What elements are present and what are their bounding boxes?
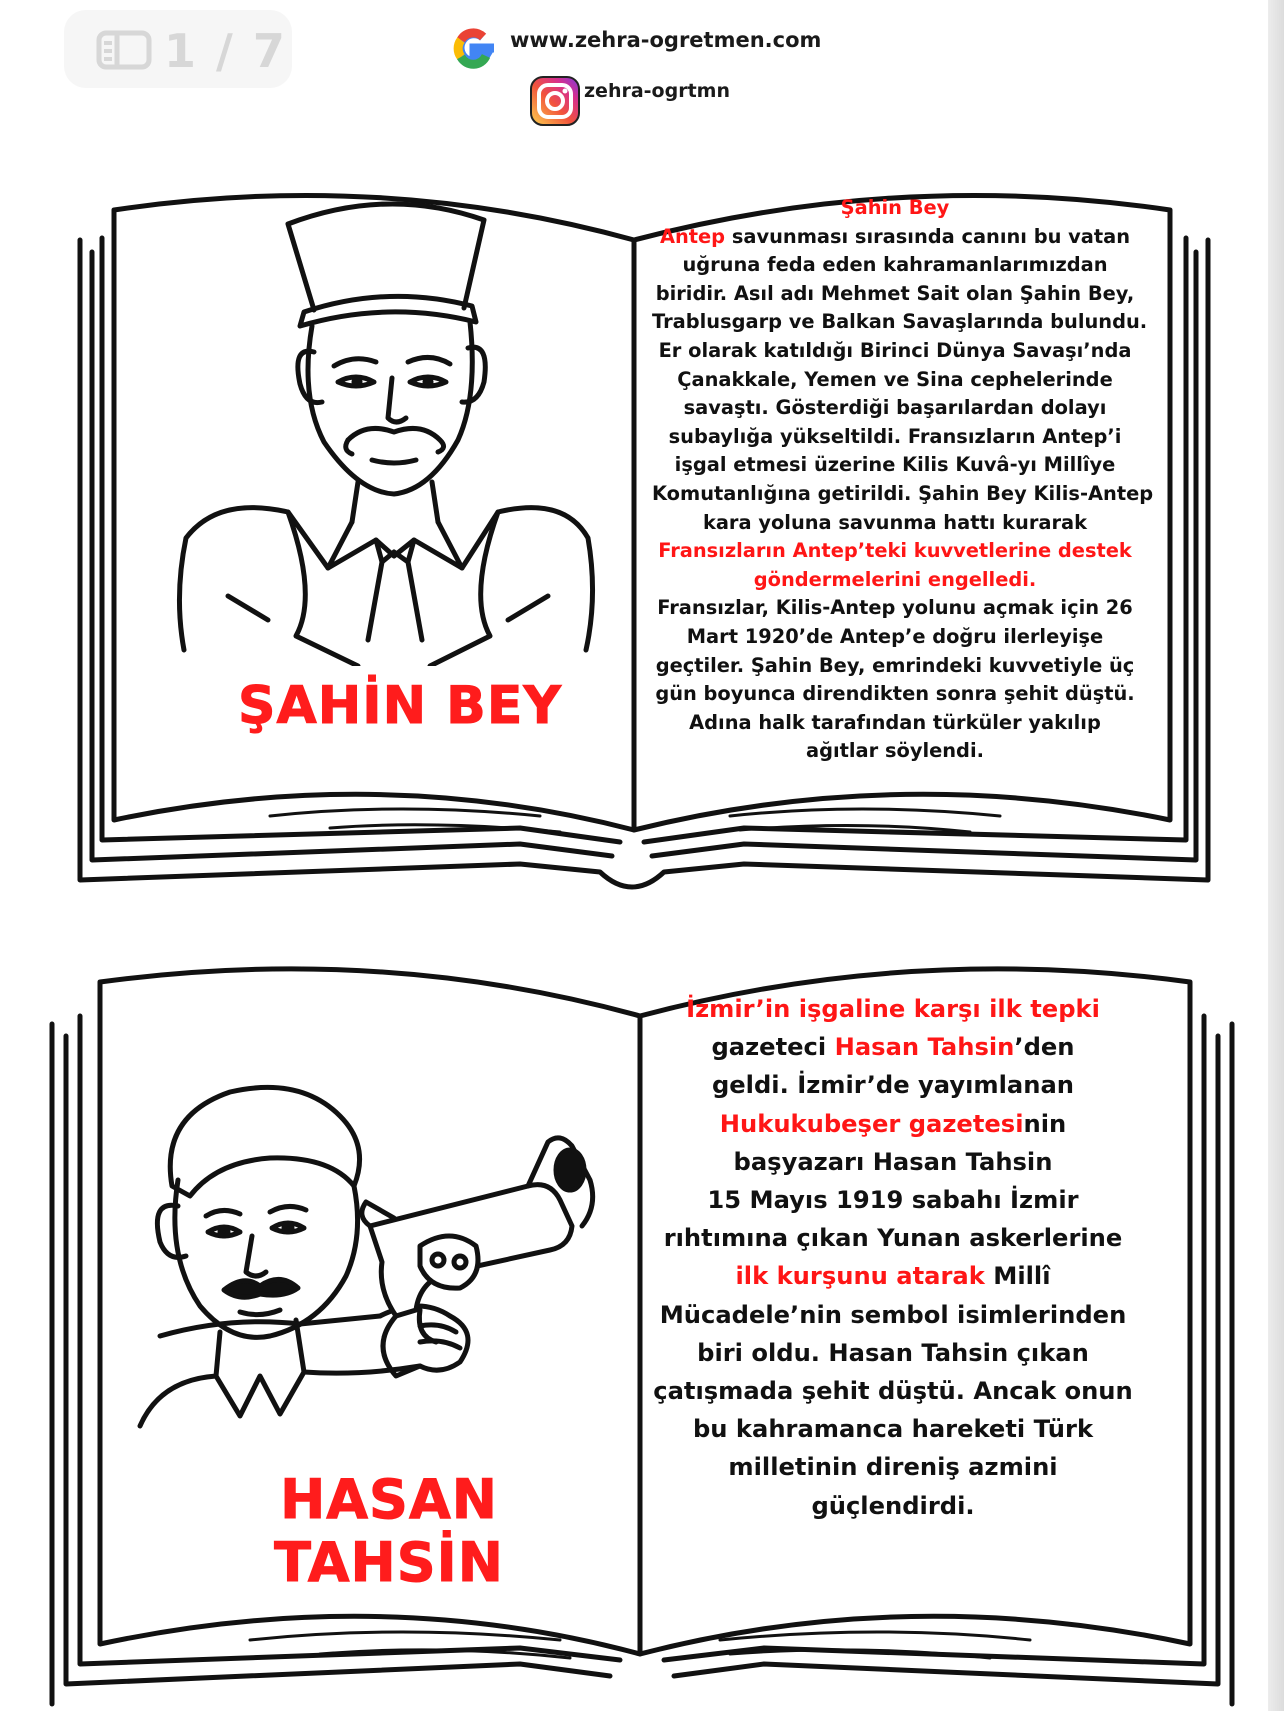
text-line: çatışmada şehit düştü. Ancak onun [653,1377,1133,1406]
page-view-icon [96,30,152,70]
text-line: uğruna feda eden kahramanlarımızdan [682,253,1108,277]
text-line: savunması sırasında canını bu vatan [725,224,1131,248]
text-line: biridir. Asıl adı Mehmet Sait olan Şahin Bey, [655,281,1135,305]
text-line: ağıtlar söylendi. [806,739,984,763]
hasan-tahsin-text [648,990,1138,1525]
highlight-line: göndermelerini engelledi. [753,567,1037,591]
page-indicator[interactable] [64,10,292,88]
text-line: bu kahramanca hareketi Türk [692,1415,1094,1444]
text-line: geldi. İzmir’de yayımlanan [711,1071,1075,1100]
highlight-line: Fransızların Antep’teki kuvvetlerine destek [658,539,1132,563]
hero-name-hasan-tahsin: HASAN TAHSİN [274,1468,504,1594]
text-line: savaştı. Gösterdiği başarılardan dolayı [683,396,1107,420]
text-line: geçtiler. Şahin Bey, emrindeki kuvvetiyle üç [655,653,1135,677]
text-fragment: Millî [984,1262,1051,1291]
text-line: biri oldu. Hasan Tahsin çıkan [697,1338,1089,1367]
highlight-antep: Antep [659,224,726,248]
sahin-bey-portrait [168,196,608,666]
text-line: Çanakkale, Yemen ve Sina cephelerinde [677,367,1113,391]
text-line: Fransızlar, Kilis-Antep yolunu açmak için 26 [657,596,1133,620]
text-line: gün boyunca direndikten sonra şehit düştü. [655,682,1135,706]
text-line: başyazarı Hasan Tahsin [733,1147,1053,1176]
text-fragment: ’den [1014,1033,1075,1062]
text-line: kara yoluna savunma hattı kurarak [702,510,1088,534]
website-link[interactable]: www.zehra-ogretmen.com [510,28,822,52]
text-line: rıhtımına çıkan Yunan askerlerine [663,1224,1123,1253]
instagram-icon [528,74,582,128]
highlight-first-bullet: ilk kurşunu atarak [735,1262,985,1291]
page-counter: 1 / 7 [164,24,287,78]
hero-name-sahin-bey: ŞAHİN BEY [238,676,562,736]
text-line: Mücadele’nin sembol isimlerinden [659,1300,1127,1329]
text-line: Adına halk tarafından türküler yakılıp [689,710,1101,734]
sahin-bey-text [652,194,1154,766]
text-fragment: gazeteci [711,1033,835,1062]
text-line: güçlendirdi. [811,1491,975,1520]
text-line: Komutanlığına getirildi. Şahin Bey Kilis-Antep [652,481,1154,505]
text-line: Er olarak katıldığı Birinci Dünya Savaşı’nda [658,338,1132,362]
text-line: Trablusgarp ve Balkan Savaşlarında bulundu. [652,310,1148,334]
text-line: işgal etmesi üzerine Kilis Kuvâ-yı Millîye [674,453,1116,477]
highlight-line: İzmir’in işgaline karşı ilk tepki [686,995,1100,1023]
text-line: Mart 1920’de Antep’e doğru ilerleyişe [686,624,1104,648]
highlight-hasan-tahsin: Hasan Tahsin [834,1033,1015,1062]
hasan-tahsin-portrait [120,1076,640,1436]
highlight-newspaper: Hukukubeşer gazetesi [719,1109,1024,1138]
instagram-handle[interactable]: zehra-ogrtmn [584,80,730,102]
text-line: subaylığa yükseltildi. Fransızların Antep’i [668,424,1122,448]
google-icon [446,20,502,76]
text-line: 15 Mayıs 1919 sabahı İzmir [707,1186,1079,1215]
text-fragment: nin [1023,1109,1067,1138]
text-line: milletinin direniş azmini [728,1453,1058,1482]
text-title: Şahin Bey [840,196,950,219]
